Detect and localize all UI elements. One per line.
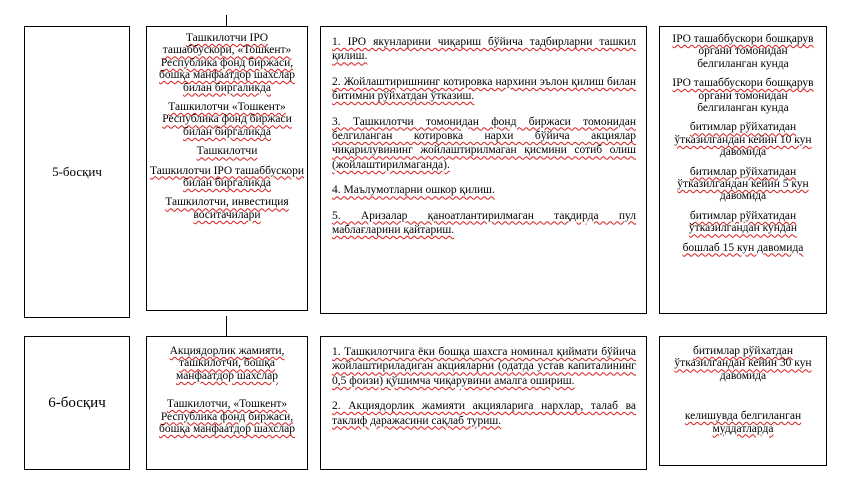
participant-line: воситачилари bbox=[193, 208, 261, 221]
participant-line: билан биргаликда bbox=[183, 125, 271, 138]
deadline-line: ўтказилгандан кейин 10 кун bbox=[674, 133, 812, 146]
deadline-line: органи томонидан bbox=[698, 45, 788, 58]
deadline-line: битимлар рўйхатдан bbox=[693, 345, 793, 357]
action-item: 5. Аризалар қаноатлантирилмаган тақдирда пул маблағларини қайтариш. bbox=[332, 209, 636, 237]
participant-line: Ташкилотчи IPO bbox=[185, 32, 269, 44]
participant-line: Ташкилотчи bbox=[196, 145, 258, 158]
participant-line: Республика фонд биржаси bbox=[162, 113, 292, 126]
stage-5-deadlines bbox=[659, 26, 827, 314]
action-item: 3. Ташкилотчи томонидан фонд биржаси томонидан белгиланган котировка нархи бўйича акциялар чиқарилувининг жойлаштирилмаган қисмини сотиб олиш (жойлаштирилмаганда). bbox=[332, 115, 636, 171]
participant-line: ташкилотчи, бошқа bbox=[178, 357, 276, 370]
stage-6-actions bbox=[320, 336, 647, 470]
stage-5-label-box bbox=[24, 26, 130, 318]
action-item: 1. Ташкилотчига ёки бошқа шахсга номинал қиймати бўйича жойлаштириладиган акцияларни (одатда устав капиталининг 0,5 фоизи) қўшимча чиқарувини амалга ошириш. bbox=[332, 346, 636, 387]
deadline-line: муддатларда bbox=[712, 422, 774, 435]
stage-5-actions bbox=[320, 26, 647, 314]
stage-6-participants bbox=[146, 336, 308, 470]
connector-line-middle bbox=[226, 316, 227, 336]
action-item: 1. IPO якунларини чиқариш бўйича тадбирларни ташкил қилиш. bbox=[332, 36, 636, 63]
deadline-line: белгиланган кунда bbox=[697, 102, 789, 115]
participant-line: Республика фонд биржаси, bbox=[160, 410, 294, 423]
deadline-line: келишувда белгиланган bbox=[684, 410, 802, 423]
deadline-line: ўтказилгандан кейин 30 кун bbox=[674, 357, 812, 370]
participant-line: билан биргаликда bbox=[183, 177, 271, 190]
deadline-line: белгиланган кунда bbox=[697, 57, 789, 70]
stage-5-participants bbox=[146, 26, 308, 311]
deadline-line: битимлар рўйхатидан bbox=[689, 121, 797, 134]
participant-line: бошқа манфаатдор шахслар bbox=[158, 69, 296, 82]
participant-line: бошқа манфаатдор шахслар bbox=[158, 423, 296, 436]
deadline-line: бошлаб 15 кун давомида bbox=[682, 241, 804, 254]
participant-line: билан биргаликда bbox=[183, 81, 271, 94]
action-item: 2. Жойлаштиришнинг котировка нархини эълон қилиш билан битимни рўйхатдан ўтказиш. bbox=[332, 75, 636, 103]
participant-line: ташаббускори, «Тошкент» bbox=[162, 44, 292, 57]
stage-6-deadlines bbox=[659, 336, 827, 466]
action-item: 2. Акциядорлик жамияти акцияларига нархлар, талаб ва таклиф даражасини сақлаб туриш. bbox=[332, 400, 636, 427]
deadline-line: битимлар рўйхатидан bbox=[689, 209, 797, 222]
deadline-line: ўтказилгандан кундан bbox=[688, 222, 798, 235]
deadline-line: давомида bbox=[719, 146, 767, 159]
deadline-line: давомида bbox=[719, 369, 767, 382]
action-item: 4. Маълумотларни ошкор қилиш. bbox=[332, 184, 495, 197]
participant-line: Ташкилотчи, «Тошкент» bbox=[166, 398, 288, 411]
participant-line: Ташкилотчи «Тошкент» bbox=[168, 101, 286, 114]
deadline-line: битимлар рўйхатидан bbox=[689, 165, 797, 178]
participant-line: Ташкилотчи, инвестиция bbox=[165, 196, 289, 209]
deadline-line: органи томонидан bbox=[698, 89, 788, 102]
participant-line: Акциядорлик жамияти, bbox=[169, 345, 285, 357]
deadline-line: IPO ташаббускори бошқарув bbox=[672, 77, 814, 90]
stage-6-label-box bbox=[24, 336, 130, 470]
participant-line: Республика фонд биржаси, bbox=[160, 56, 294, 69]
participant-line: манфаатдор шахслар bbox=[176, 369, 278, 382]
stage-6-label: 6-босқич bbox=[48, 394, 106, 411]
deadline-line: IPO ташаббускори бошқарув bbox=[672, 33, 814, 45]
participant-line: Ташкилотчи IPO ташаббускори bbox=[149, 164, 305, 177]
deadline-line: давомида bbox=[719, 190, 767, 203]
stage-5-label: 5-босқич bbox=[52, 164, 102, 179]
deadline-line: ўтказилгандан кейин 5 кун bbox=[677, 178, 809, 191]
